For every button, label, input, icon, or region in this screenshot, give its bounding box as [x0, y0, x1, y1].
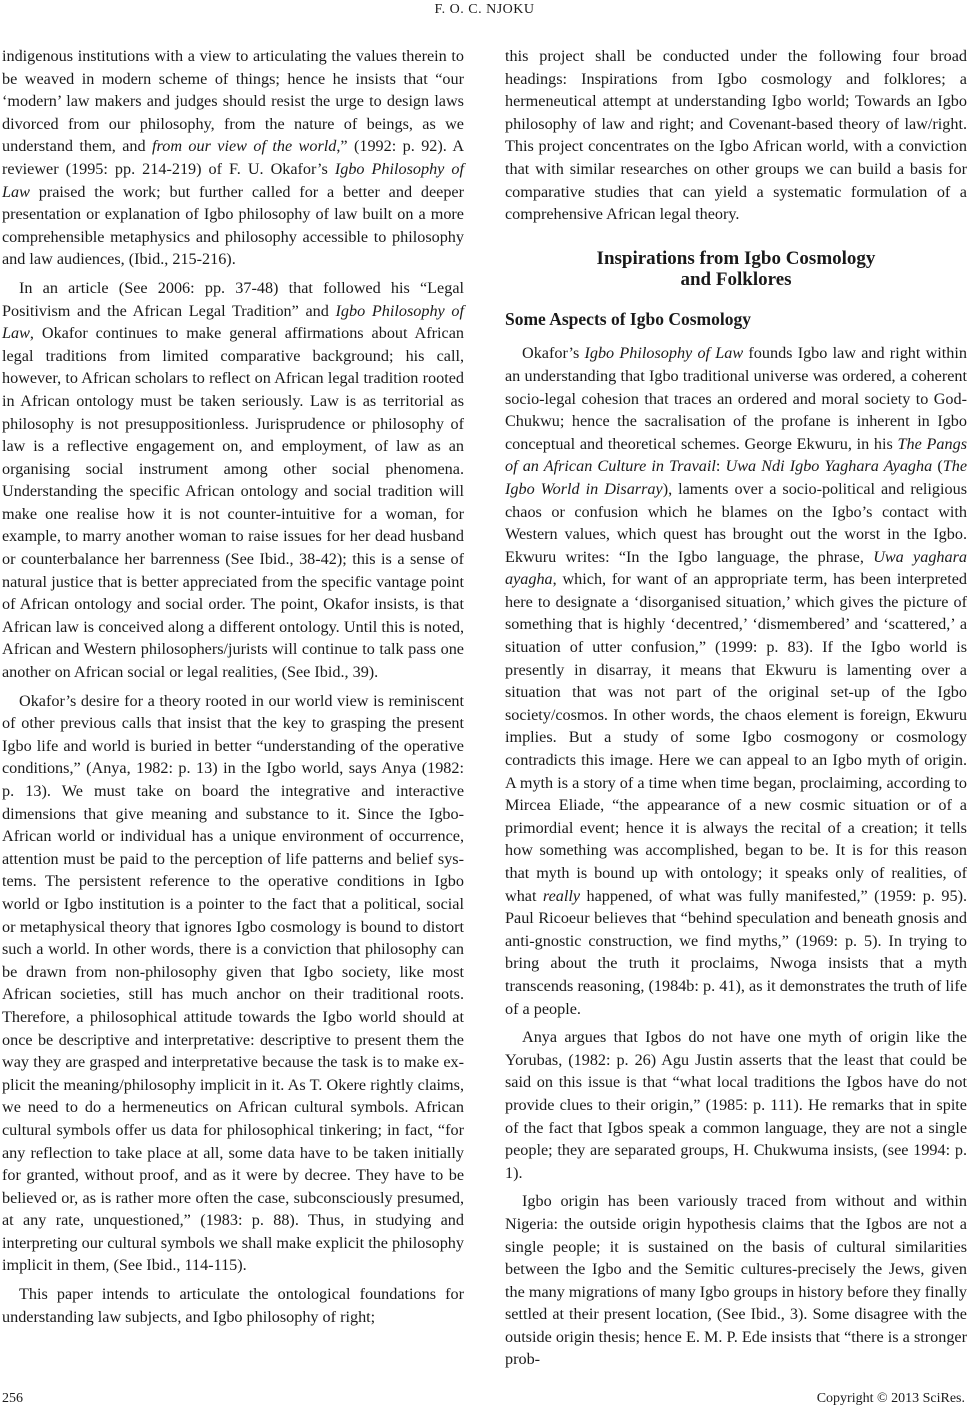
- italic-text: really: [542, 886, 581, 905]
- section-title-line: and Folklores: [680, 268, 792, 290]
- right-column: [505, 45, 967, 1371]
- copyright-notice: Copyright © 2013 SciRes.: [816, 1391, 965, 1406]
- body-paragraph: Okafor’s desire for a theory rooted in our world view is reminiscent of other previous calls that insist that the key to grasping the present Igbo life and world is buried in better “understanding of the operative conditions,” (Anya, 1982: p. 13) in the Igbo world, says Anya (1982: p. 13). We must take on board the integrative and interactive dimensions that give meaning and substance to it. Since the Igbo-African world or individual has a unique environment of occurrence, attention must be paid to the perception of life patterns and belief systems. The persistent reference to the operative conditions in Igbo world or Igbo institution is a pointer to the fact that a political, social or metaphysical theory that ignores Igbo cosmology is bound to distort such a world. In other words, there is a conviction that philosophy can be drawn from non-philosophy given that Igbo society, like most African societies, still has much anchor on their traditional roots. Therefore, a philosophical attitude towards the Igbo world should at once be descriptive and interpretative: descriptive to present them the way they are grasped and interpretative because the task is to make explicit the meaning/philosophy implicit in it. As T. Okere rightly claims, we need to do a hermeneutics on African cultural symbols. African cultural symbols offer us data for philosophical tinkering; in fact, “for any reflection to take place at all, some data have to be taken initially for granted, without proof, and as it were by decree. They have to be believed or, as is rather more often the case, subconsciously presumed, at any rate, unquestioned,” (1983: p. 88). Thus, in studying and interpreting our cultural symbols we shall make explicit the philosophy implicit in them, (See Ibid., 114-115).: [2, 691, 464, 1275]
- subsection-title: Some Aspects of Igbo Cosmology: [505, 308, 751, 329]
- body-paragraph: Igbo origin has been variously traced from without and within Nigeria: the outside origin hypothesis claims that the Igbos are not a single people; it is sustained on the basis of cultural similarities between the Igbo and the Semitic cultures-precisely the Jews, given the many migrations of many Igbo groups in history before they finally settled at their present location, (See Ibid., 3). Some disagree with the outside origin thesis; hence E. M. P. Ede insists that “there is a stronger prob-: [505, 1192, 967, 1369]
- italic-text: Igbo Philosophy of Law: [2, 159, 464, 201]
- body-paragraph: this project shall be conducted under the following four broad headings: Inspirations from Igbo cosmology and folklores; a hermeneutical attempt at understanding Igbo world; Towards an Igbo philosophy of law and right; and Covenant-based theory of law/right. This project concentrates on the Igbo African world, with a conviction that with similar researches on other groups we can build a basis for comparative studies that can yield a systematic formulation of a comprehensive African legal theory.: [505, 47, 967, 224]
- italic-text: from our view of the world: [152, 137, 337, 156]
- italic-text: The Igbo World in Disarray: [505, 457, 967, 498]
- italic-text: Igbo Philosophy of Law: [584, 344, 744, 363]
- body-paragraph: In an article (See 2006: pp. 37-48) that followed his “Legal Positivism and the African Legal Tradition” and Igbo Philosophy of Law, Okafor continues to make general affirmations about African legal traditions from limited comparative background; his call, however, to African scholars to reflect on African legal tradition rooted in African ontology must be taken seriously. Law is as territorial as philosophy is not presuppositionless. Jurisprudence or philosophy of law is a reflective engagement on, and employment, of law as an organising social instrument among other social phenomena. Understanding the specific African ontology and social tradition will make one realise how it is not counter-intuitive for a woman, for example, to marry another woman to raise issues for her dead husband or counterbalance her barrenness (See Ibid., 38-42); this is a sense of natural justice that is better appreciated from the specific vantage point of African ontology and social order. The point, Okafor insists, is that African law is conceived along a different ontology. Until this is noted, African and Western philosophers/jurists will continue to talk pass one another on African social or legal realities, (See Ibid., 39).: [2, 278, 464, 682]
- section-title-line: Inspirations from Igbo Cosmology: [596, 247, 876, 269]
- italic-text: Uwa Ndi Igbo Yaghara Ayagha: [725, 457, 933, 476]
- body-paragraph: This paper intends to articulate the ontological foundations for understanding law subjects, and Igbo philosophy of right;: [2, 1285, 464, 1326]
- italic-text: The Pangs of an African Culture in Travail: [505, 434, 968, 476]
- italic-text: Igbo Philosophy of Law: [2, 301, 464, 343]
- body-paragraph: indigenous institutions with a view to articulating the values therein to be weaved in modern scheme of things; hence he insists that “our ‘modern’ law makers and judges should resist the urge to design laws divorced from our philosophy, from the nature of beings, as we understand them, and from our view of the world,” (1992: p. 92). A reviewer (1995: pp. 214-219) of F. U. Okafor’s Igbo Philosophy of Law praised the work; but further called for a better and deeper presentation or explanation of Igbo philosophy of law built on a more comprehensible metaphysics and philosophy accessible to philosophy and law audiences, (Ibid., 215-216).: [2, 47, 465, 269]
- italic-text: Uwa yaghara ayagha: [505, 547, 967, 589]
- running-head: F. O. C. NJOKU: [434, 2, 535, 17]
- page-number: 256: [2, 1391, 23, 1406]
- body-paragraph: Okafor’s Igbo Philosophy of Law founds Igbo law and right within an understanding that Igbo traditional universe was ordered, a coherent socio-legal cohesion that traces an ordered and moral society to God-Chukwu; hence the sacralisation of the profane is inherent in Igbo conceptual and theoretical schemes. George Ekwuru, in his The Pangs of an African Culture in Travail: Uwa Ndi Igbo Yaghara Ayagha (The Igbo World in Disarray), laments over a socio-political and religious chaos or confusion which he blames on the Igbo’s contact with Western values, which quest has brought out the worst in the Igbo. Ekwuru writes: “In the Igbo language, the phrase, Uwa yaghara ayagha, which, for want of an appropriate term, has been interpreted here to designate a ‘disorganised situation,’ which gives the picture of something that is highly ‘decentred,’ ‘dismembered’ and ‘scattered,’ a situation of utter confusion,” (1999: p. 83). If the Igbo world is presently in disarray, it means that Ekwuru is lamenting over a situation that was not part of the original set-up of the Igbo society/cosmos. In other words, the chaos element is foreign, Ekwuru implies. But a study of some Igbo cosmogony or cosmology contradicts this image. Here we can appeal to an Igbo myth of origin. A myth is a story of a time when time began, proclaiming, according to Mircea Eliade, “the appearance of a new cosmic situation or of a primordial event; hence it is always the recital of a creation; it tells how something was accomplished, began to be. It is for this reason that myth is bound up with ontology; it speaks only of realities, of what really happened, of what was fully manifested,” (1959: p. 95). Paul Ricoeur believes that “behind speculation and beneath gnosis and anti-gnostic construction, we find myths,” (1969: p. 5). In trying to bring about the truth it proclaims, Nwoga insists that a myth transcends reasoning, (1984b: p. 41), as it demonstrates the truth of life of a people.: [505, 344, 968, 1018]
- left-column: [2, 45, 464, 1328]
- section-title: [505, 248, 967, 290]
- body-paragraph: Anya argues that Igbos do not have one myth of origin like the Yorubas, (1982: p. 26) Agu Justin asserts that the least that could be said on this issue is that “what local traditions the Igbos have do not provide clues to their origin,” (1985: p. 111). He remarks that in spite of the fact that Igbos speak a common language, they are not a single people; they are separated groups, H. Chukwuma insists, (see 1994: p. 1).: [505, 1028, 967, 1182]
